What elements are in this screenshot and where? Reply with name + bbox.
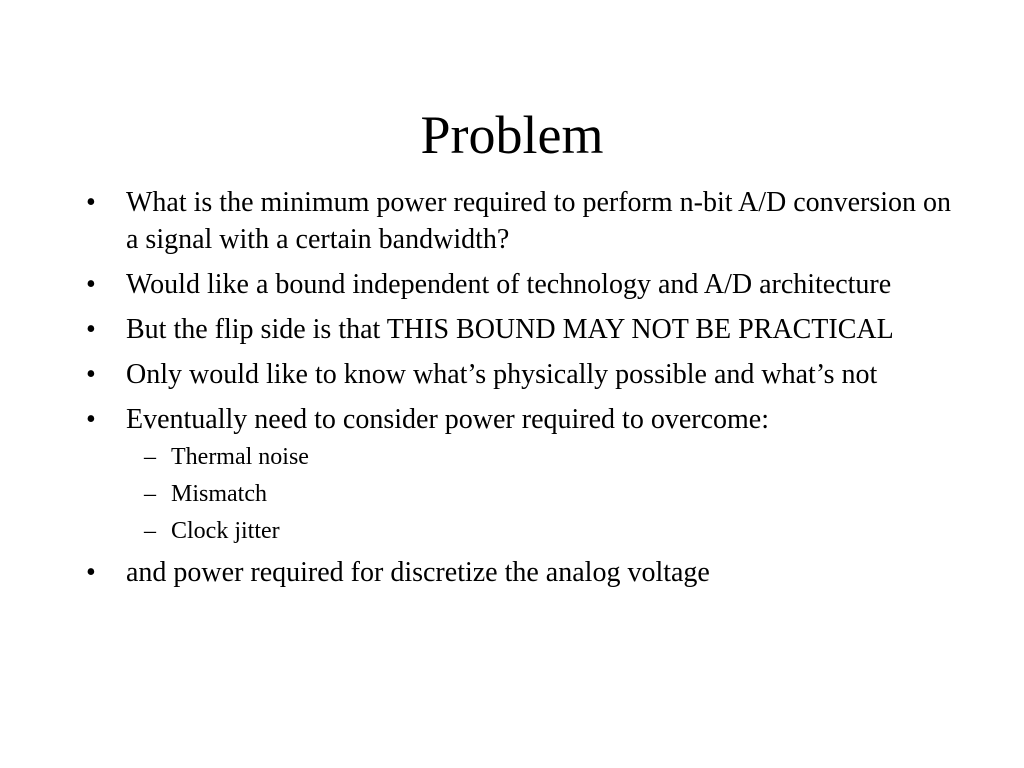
dash-icon: – xyxy=(144,444,156,470)
bullet-icon: • xyxy=(86,404,96,435)
bullet-item-1 xyxy=(86,184,966,258)
bullet-text: Would like a bound independent of technology and A/D architecture xyxy=(126,269,892,300)
bullet-item-4 xyxy=(86,356,966,393)
dash-icon: – xyxy=(144,481,156,507)
sub-bullet-list xyxy=(126,442,966,546)
sub-bullet-text: Mismatch xyxy=(171,481,267,507)
bullet-item-6 xyxy=(86,554,966,591)
sub-bullet-text: Thermal noise xyxy=(171,444,309,470)
bullet-item-3 xyxy=(86,311,966,348)
slide-title: Problem xyxy=(420,105,604,165)
bullet-icon: • xyxy=(86,557,96,588)
bullet-text: What is the minimum power required to perform n-bit A/D conversion on a signal with a certain bandwidth? xyxy=(126,187,952,255)
sub-bullet-item-2 xyxy=(126,479,966,509)
bullet-icon: • xyxy=(86,359,96,390)
dash-icon: – xyxy=(144,518,156,544)
bullet-text: Only would like to know what’s physically possible and what’s not xyxy=(126,359,878,390)
bullet-text: But the flip side is that THIS BOUND MAY NOT BE PRACTICAL xyxy=(126,314,894,345)
bullet-item-5 xyxy=(86,401,966,546)
bullet-text: and power required for discretize the analog voltage xyxy=(126,557,710,588)
bullet-list xyxy=(86,184,966,599)
bullet-icon: • xyxy=(86,269,96,300)
bullet-icon: • xyxy=(86,314,96,345)
sub-bullet-item-3 xyxy=(126,516,966,546)
bullet-text: Eventually need to consider power required to overcome: xyxy=(126,404,769,435)
bullet-item-2 xyxy=(86,266,966,303)
bullet-icon: • xyxy=(86,187,96,218)
sub-bullet-item-1 xyxy=(126,442,966,472)
sub-bullet-text: Clock jitter xyxy=(171,518,280,544)
